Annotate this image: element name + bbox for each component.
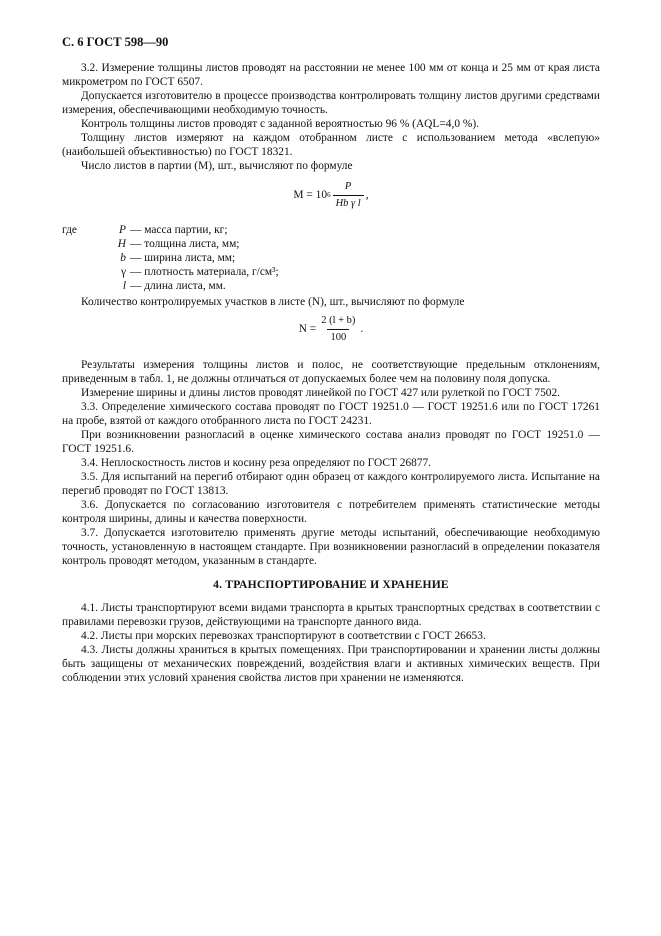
formula2-lhs: N =: [298, 323, 317, 335]
paragraph-3-4: 3.4. Неплоскостность листов и косину реза определяют по ГОСТ 26877.: [81, 457, 432, 469]
formula2-denominator: 100: [327, 329, 349, 345]
section-4-title: 4. ТРАНСПОРТИРОВАНИЕ И ХРАНЕНИЕ: [213, 578, 449, 591]
definition-text: — плотность материала, г/см³;: [130, 266, 279, 278]
definition-row: [62, 237, 600, 251]
definition-lead: где: [62, 224, 77, 236]
formula2-tail: .: [360, 323, 364, 335]
paragraph-4-2: 4.2. Листы при морских перевозках транспортируют в соответствии с ГОСТ 26653.: [81, 630, 486, 642]
formula2-numerator: 2 (l + b): [321, 314, 356, 326]
paragraph-4-3: 4.3. Листы должны храниться в крытых помещениях. При транспортировании и хранении листы должны быть защищены от механических повреждений, воздействия влаги и активных химических веществ. При соблюдении этих условий хранения свойства листов при хранении не изменяются.: [62, 644, 600, 684]
paragraph-section-count: Количество контролируемых участков в листе (N), шт., вычисляют по формуле: [81, 296, 465, 308]
formula2-fraction: [318, 314, 358, 345]
paragraph-disagreement: При возникновении разногласий в оценке химического состава анализ проводят по ГОСТ 19251.0 — ГОСТ 19251.6.: [62, 429, 600, 455]
formula-sheet-count: [62, 173, 600, 217]
definition-lead: [62, 265, 102, 279]
paragraph-sheet-count: Число листов в партии (M), шт., вычисляют по формуле: [81, 160, 353, 172]
definition-lead: [62, 279, 102, 293]
formula-section-count: [62, 309, 600, 349]
definition-text: — ширина листа, мм;: [130, 252, 236, 264]
definition-text: — длина листа, мм.: [130, 280, 226, 292]
paragraph-control-probability: Контроль толщины листов проводят с заданной вероятностью 96 % (AQL=4,0 %).: [81, 118, 479, 130]
formula1-lhs: М = 10: [293, 189, 328, 201]
definition-symbol: H: [117, 238, 126, 250]
definition-text: — масса партии, кг;: [130, 224, 228, 236]
paragraph-3-3: 3.3. Определение химического состава проводят по ГОСТ 19251.0 — ГОСТ 19251.6 или по ГОСТ 17261 на пробе, взятой от каждого отобранного листа по ГОСТ 24231.: [62, 401, 600, 427]
paragraph-width-length: Измерение ширины и длины листов проводят линейкой по ГОСТ 427 или рулеткой по ГОСТ 7502.: [81, 387, 561, 399]
page-header: С. 6 ГОСТ 598—90: [62, 35, 169, 49]
document-body: [62, 61, 600, 685]
variable-definitions: [62, 223, 600, 293]
definition-symbol: P: [119, 224, 126, 236]
definition-row: [62, 279, 600, 293]
definition-symbol: l: [122, 280, 126, 292]
paragraph-3-7: 3.7. Допускается изготовителю применять другие методы испытаний, обеспечивающие необходимую точность, установленную в настоящем стандарте. При возникновении разногласий в определении показателя контроль проводят методом, указанным в стандарте.: [62, 527, 600, 567]
paragraph-3-6: 3.6. Допускается по согласованию изготовителя с потребителем применять статистические методы контроля ширины, длины и качества поверхности.: [62, 499, 600, 525]
definition-symbol: b: [120, 252, 126, 264]
paragraph-blind-method: Толщину листов измеряют на каждом отобранном листе с использованием метода «вслепую» (наибольшей объективностью) по ГОСТ 18321.: [62, 132, 600, 158]
formula1-fraction: [333, 180, 364, 211]
formula1-exponent: 6: [327, 191, 331, 199]
paragraph-3-5: 3.5. Для испытаний на перегиб отбирают один образец от каждого контролируемого листа. Испытание на перегиб проводят по ГОСТ 13813.: [62, 471, 600, 497]
paragraph-3-2: 3.2. Измерение толщины листов проводят на расстоянии не менее 100 мм от конца и 25 мм от края листа микрометром по ГОСТ 6507.: [62, 62, 600, 88]
definition-row: [62, 251, 600, 265]
formula1-tail: ,: [365, 189, 369, 201]
definition-lead: [62, 251, 102, 265]
definition-lead: [62, 237, 102, 251]
paragraph-results: Результаты измерения толщины листов и полос, не соответствующие предельным отклонениям, приведенным в табл. 1, не должны отличаться от допускаемых более чем на половину поля допуска.: [62, 359, 600, 385]
definition-row: [62, 265, 600, 279]
definition-row: [62, 223, 600, 237]
formula1-numerator: P: [344, 180, 352, 192]
paragraph-allowance: Допускается изготовителю в процессе производства контролировать толщину листов другими средствами измерения, обеспечивающими необходимую точность.: [62, 90, 600, 116]
definition-text: — толщина листа, мм;: [130, 238, 240, 250]
formula1-denominator: Hb γ l: [333, 195, 364, 211]
definition-symbol: γ: [120, 266, 126, 278]
paragraph-4-1: 4.1. Листы транспортируют всеми видами транспорта в крытых транспортных средствах в соответствии с правилами перевозки грузов, действующими на транспорте данного вида.: [62, 602, 600, 628]
